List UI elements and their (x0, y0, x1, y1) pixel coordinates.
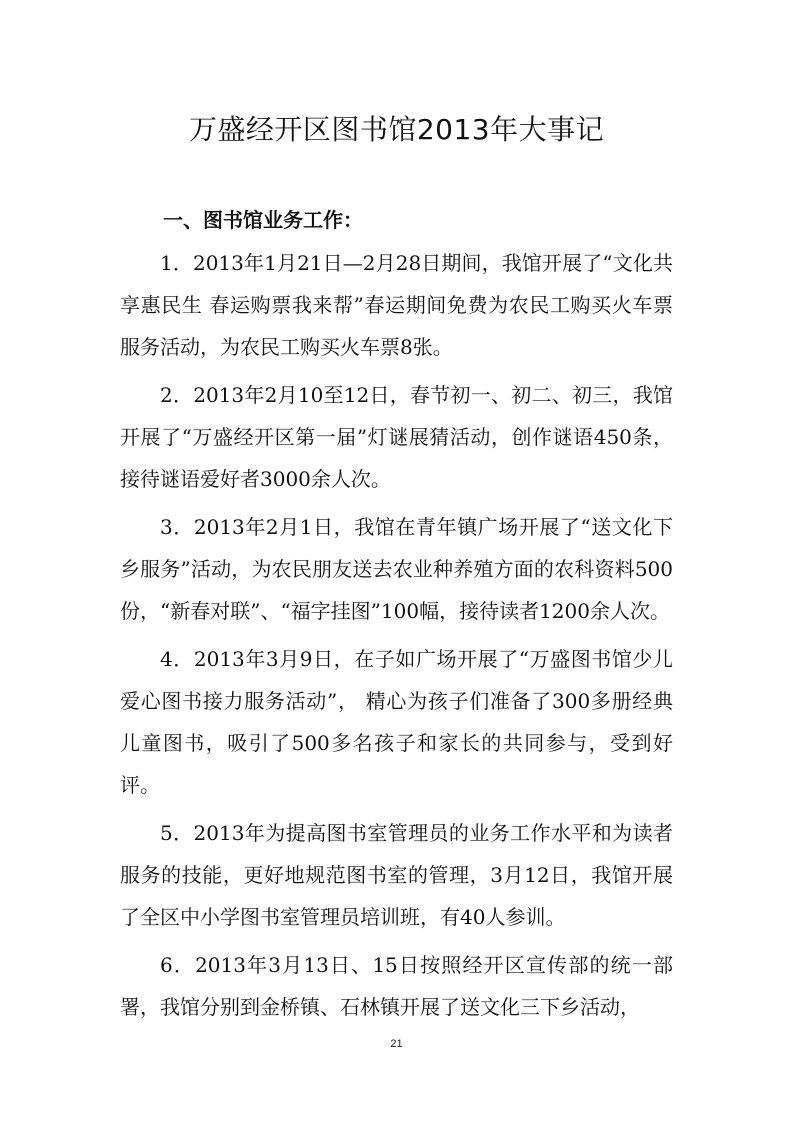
page-number: 21 (390, 1038, 403, 1050)
paragraph-3: 3．2013年2月1日，我馆在青年镇广场开展了“送文化下乡服务”活动，为农民朋友送去农业种养殖方面的农科资料500份，“新春对联”、“福字挂图”100幅，接待读者1200余人次。 (120, 515, 673, 623)
paragraph-1: 1．2013年1月21日—2月28日期间，我馆开展了“文化共享惠民生 春运购票我来帮”春运期间免费为农民工购买火车票服务活动，为农民工购买火车票8张。 (120, 251, 673, 359)
document-body (120, 242, 673, 1028)
document-title: 万盛经开区图书馆2013年大事记 (188, 113, 605, 146)
section-heading: 一、图书馆业务工作： (163, 208, 363, 232)
paragraph-4: 4．2013年3月9日，在子如广场开展了“万盛图书馆少儿爱心图书接力服务活动”， 精心为孩子们准备了300多册经典儿童图书，吸引了500多名孩子和家长的共同参与，受到好评。 (120, 647, 673, 797)
paragraph-2: 2．2013年2月10至12日，春节初一、初二、初三，我馆开展了“万盛经开区第一届”灯谜展猜活动，创作谜语450条，接待谜语爱好者3000余人次。 (120, 383, 673, 491)
paragraph-5: 5．2013年为提高图书室管理员的业务工作水平和为读者服务的技能，更好地规范图书室的管理，3月12日，我馆开展了全区中小学图书室管理员培训班，有40人参训。 (120, 821, 673, 929)
paragraph-6: 6．2013年3月13日、15日按照经开区宣传部的统一部署，我馆分别到金桥镇、石林镇开展了送文化三下乡活动， (120, 953, 673, 1019)
